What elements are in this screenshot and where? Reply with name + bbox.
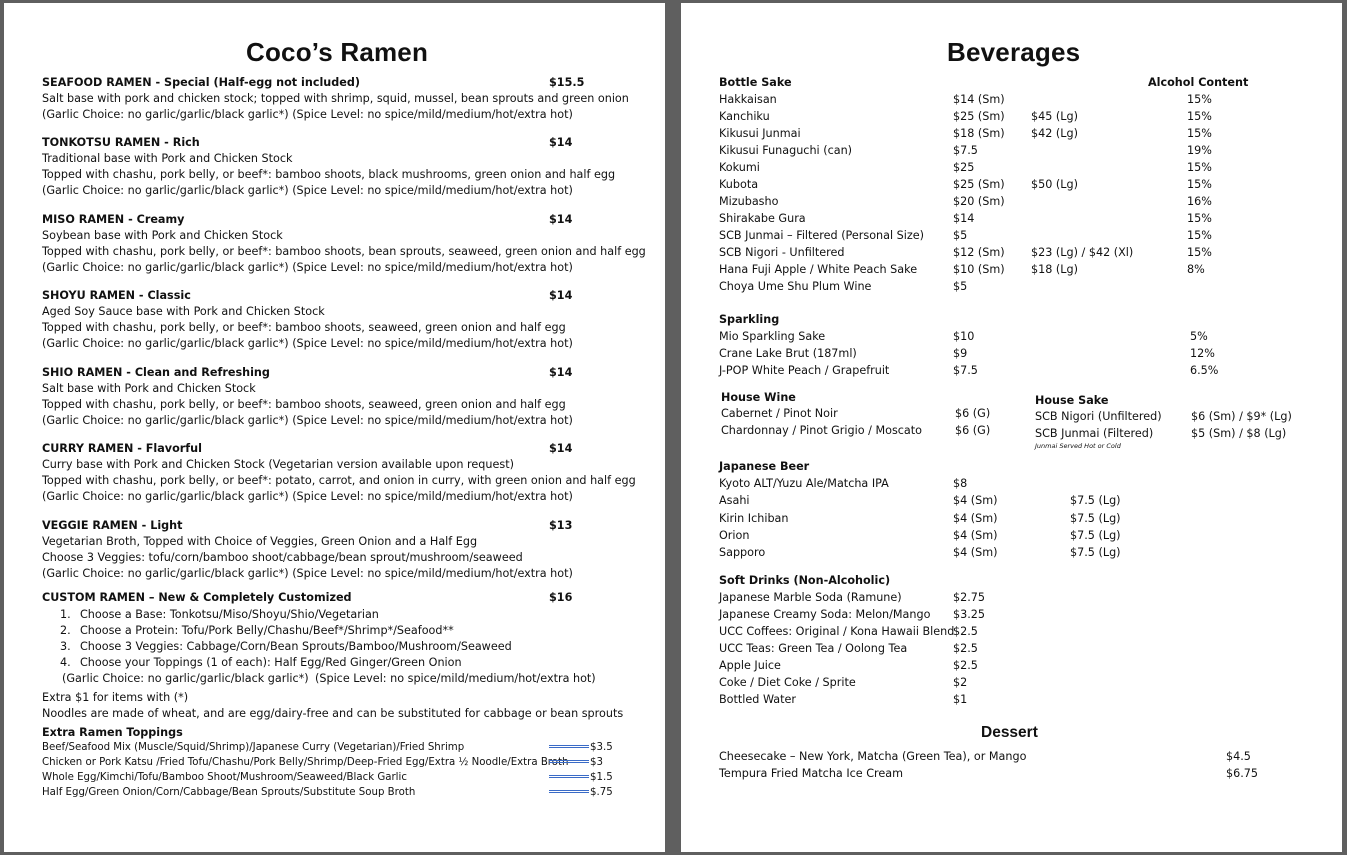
sake-price-large: $50 (Lg)	[1031, 178, 1078, 191]
sake-abv: 15%	[1187, 212, 1212, 225]
sake-name: Kubota	[719, 178, 759, 191]
house-sake-price: $6 (Sm) / $9* (Lg)	[1191, 410, 1292, 423]
ramen-menu-title: Coco’s Ramen	[246, 37, 429, 67]
extra-charge-note: Extra $1 for items with (*)	[42, 691, 189, 704]
ramen-item-description: Topped with chashu, pork belly, or beef*: bamboo shoots, black mushrooms, green onion and half egg	[42, 168, 616, 181]
sake-abv: 15%	[1187, 229, 1212, 242]
ramen-item-name: CURRY RAMEN	[42, 442, 134, 455]
sake-price-small: $18 (Sm)	[953, 127, 1005, 140]
topping-price: $1.5	[590, 772, 613, 783]
step-text: Choose your Toppings (1 of each): Half Egg/Red Ginger/Green Onion	[80, 656, 462, 669]
soft-drink-price: $2.5	[953, 659, 978, 672]
beer-price-small: $8	[953, 477, 968, 490]
sake-price-small: $14	[953, 212, 975, 225]
ramen-item-description: Topped with chashu, pork belly, or beef*: bamboo shoots, seaweed, green onion and half egg	[42, 398, 566, 411]
sake-price-large: $45 (Lg)	[1031, 110, 1078, 123]
sake-abv: 15%	[1187, 178, 1212, 191]
ramen-item-name: TONKOTSU RAMEN	[42, 136, 161, 149]
custom-spice-level: (Spice Level: no spice/mild/medium/hot/extra hot)	[315, 672, 596, 685]
beer-price-small: $4 (Sm)	[953, 511, 998, 525]
sake-name: Shirakabe Gura	[719, 212, 806, 225]
ramen-item-heading	[42, 213, 184, 227]
ramen-item-description: Topped with chashu, pork belly, or beef*: potato, carrot, and onion in curry, with green onion and half egg	[42, 474, 636, 487]
ramen-item-description: Aged Soy Sauce base with Pork and Chicken Stock	[42, 305, 325, 318]
custom-ramen-name: CUSTOM RAMEN	[42, 591, 145, 604]
house-sake-heading: House Sake	[1035, 394, 1109, 407]
custom-step	[60, 623, 454, 639]
ramen-item-description: (Garlic Choice: no garlic/garlic/black garlic*) (Spice Level: no spice/mild/medium/hot/extra hot)	[42, 337, 573, 350]
custom-garlic-choice: (Garlic Choice: no garlic/garlic/black garlic*)	[62, 672, 309, 685]
menu-page-beverages	[681, 3, 1342, 852]
ramen-item-description: (Garlic Choice: no garlic/garlic/black garlic*) (Spice Level: no spice/mild/medium/hot/extra hot)	[42, 108, 573, 121]
topping-item: Half Egg/Green Onion/Corn/Cabbage/Bean Sprouts/Substitute Soup Broth	[42, 787, 416, 798]
soft-drink-price: $2.5	[953, 642, 978, 655]
dessert-price: $6.75	[1226, 767, 1259, 780]
custom-step	[60, 607, 379, 623]
ramen-item-tagline: - Rich	[160, 136, 200, 149]
sake-price-small: $25 (Sm)	[953, 110, 1005, 123]
ramen-item-heading	[42, 76, 360, 90]
house-wine-price: $6 (G)	[955, 424, 991, 437]
custom-step	[60, 639, 512, 655]
ramen-item-description: (Garlic Choice: no garlic/garlic/black garlic*) (Spice Level: no spice/mild/medium/hot/extra hot)	[42, 567, 573, 580]
ramen-item-price: $14	[549, 442, 573, 455]
beer-name: Orion	[719, 528, 750, 542]
soft-drink-price: $3.25	[953, 608, 986, 621]
sake-abv: 15%	[1187, 161, 1212, 174]
beer-price-large: $7.5 (Lg)	[1070, 511, 1121, 525]
sake-price-large: $23 (Lg) / $42 (Xl)	[1031, 246, 1134, 259]
step-text: Choose a Protein: Tofu/Pork Belly/Chashu/Beef*/Shrimp*/Seafood**	[80, 624, 454, 637]
ramen-item-price: $14	[549, 366, 573, 379]
alcohol-content-heading: Alcohol Content	[1148, 76, 1249, 89]
beverages-title: Beverages	[947, 37, 1081, 67]
beer-price-small: $4 (Sm)	[953, 528, 998, 542]
ramen-item-name: MISO RAMEN	[42, 213, 125, 226]
topping-item: Chicken or Pork Katsu /Fried Tofu/Chashu/Pork Belly/Shrimp/Deep-Fried Egg/Extra ½ Noodle/Extra Broth	[42, 757, 569, 768]
soft-drink-name: Bottled Water	[719, 693, 797, 706]
ramen-item-description: Choose 3 Veggies: tofu/corn/bamboo shoot/cabbage/bean sprout/mushroom/seaweed	[42, 551, 523, 564]
topping-price: $3.5	[590, 742, 613, 753]
house-sake-price: $5 (Sm) / $8 (Lg)	[1191, 427, 1287, 440]
sake-name: Hana Fuji Apple / White Peach Sake	[719, 263, 918, 276]
dessert-name: Cheesecake – New York, Matcha (Green Tea), or Mango	[719, 750, 1027, 763]
beer-name: Sapporo	[719, 546, 766, 560]
ramen-item-price: $14	[549, 289, 573, 302]
sake-price-small: $14 (Sm)	[953, 93, 1005, 106]
menu-page-ramen	[4, 3, 665, 852]
ramen-item-description: Curry base with Pork and Chicken Stock (Vegetarian version available upon request)	[42, 458, 514, 471]
soft-drink-name: Japanese Creamy Soda: Melon/Mango	[719, 608, 931, 621]
step-text: Choose 3 Veggies: Cabbage/Corn/Bean Sprouts/Bamboo/Mushroom/Seaweed	[80, 640, 512, 653]
sake-abv: 8%	[1187, 263, 1205, 276]
step-number: 2.	[60, 624, 71, 637]
soft-drink-price: $2	[953, 676, 968, 689]
sparkling-name: Crane Lake Brut (187ml)	[719, 347, 857, 360]
sake-name: Kokumi	[719, 161, 760, 174]
dessert-name: Tempura Fried Matcha Ice Cream	[719, 767, 904, 780]
custom-ramen-price: $16	[549, 591, 573, 604]
sake-abv: 15%	[1187, 93, 1212, 106]
beer-price-small: $4 (Sm)	[953, 546, 998, 560]
sake-price-small: $5	[953, 229, 968, 242]
sparkling-name: Mio Sparkling Sake	[719, 330, 826, 343]
soft-drink-name: Japanese Marble Soda (Ramune)	[719, 591, 902, 604]
ramen-item-description: (Garlic Choice: no garlic/garlic/black garlic*) (Spice Level: no spice/mild/medium/hot/extra hot)	[42, 414, 573, 427]
ramen-item-price: $15.5	[549, 76, 585, 89]
sake-price-small: $5	[953, 280, 968, 293]
beer-price-large: $7.5 (Lg)	[1070, 494, 1121, 508]
sake-price-large: $18 (Lg)	[1031, 263, 1078, 276]
topping-price-wrap	[549, 787, 613, 798]
sake-price-small: $10 (Sm)	[953, 263, 1005, 276]
sake-abv: 19%	[1187, 144, 1212, 157]
house-wine-name: Cabernet / Pinot Noir	[721, 407, 838, 420]
sake-price-small: $12 (Sm)	[953, 246, 1005, 259]
sparkling-price: $7.5	[953, 364, 978, 377]
leader-line	[549, 775, 589, 778]
sake-abv: 15%	[1187, 110, 1212, 123]
beer-price-large: $7.5 (Lg)	[1070, 546, 1121, 560]
ramen-item-tagline: - Flavorful	[133, 442, 202, 455]
sparkling-abv: 6.5%	[1190, 364, 1219, 377]
topping-price-wrap	[549, 757, 603, 768]
step-number: 3.	[60, 640, 71, 653]
leader-line	[549, 760, 589, 763]
ramen-item-price: $13	[549, 519, 573, 532]
sake-name: Kanchiku	[719, 110, 770, 123]
beer-price-large: $7.5 (Lg)	[1070, 528, 1121, 542]
japanese-beer-heading: Japanese Beer	[719, 460, 810, 473]
ramen-item-description: Salt base with Pork and Chicken Stock	[42, 382, 256, 395]
step-number: 1.	[60, 608, 71, 621]
soft-drink-price: $2.75	[953, 591, 986, 604]
soft-drink-price: $2.5	[953, 625, 978, 638]
dessert-price: $4.5	[1226, 750, 1251, 763]
topping-price-wrap	[549, 772, 613, 783]
beer-name: Kyoto ALT/Yuzu Ale/Matcha IPA	[719, 477, 889, 490]
ramen-item-description: (Garlic Choice: no garlic/garlic/black garlic*) (Spice Level: no spice/mild/medium/hot/extra hot)	[42, 490, 573, 503]
ramen-item-heading	[42, 366, 270, 380]
ramen-item-description: Traditional base with Pork and Chicken Stock	[42, 152, 293, 165]
soft-drink-price: $1	[953, 693, 968, 706]
leader-line	[549, 790, 589, 793]
noodle-note: Noodles are made of wheat, and are egg/dairy-free and can be substituted for cabbage or bean sprouts	[42, 707, 624, 720]
ramen-item-description: Soybean base with Pork and Chicken Stock	[42, 229, 283, 242]
ramen-item-description: (Garlic Choice: no garlic/garlic/black garlic*) (Spice Level: no spice/mild/medium/hot/extra hot)	[42, 261, 573, 274]
step-number: 4.	[60, 656, 71, 669]
toppings-heading: Extra Ramen Toppings	[42, 726, 183, 739]
soft-drink-name: UCC Coffees: Original / Kona Hawaii Blend	[719, 625, 955, 638]
soft-drink-name: UCC Teas: Green Tea / Oolong Tea	[719, 642, 908, 655]
leader-line	[549, 745, 589, 748]
beer-price-small: $4 (Sm)	[953, 494, 998, 508]
ramen-item-name: VEGGIE RAMEN	[42, 519, 138, 532]
soft-drinks-heading: Soft Drinks (Non-Alcoholic)	[719, 574, 891, 587]
ramen-item-heading	[42, 442, 202, 456]
sake-abv: 15%	[1187, 127, 1212, 140]
ramen-item-tagline: - Clean and Refreshing	[122, 366, 270, 379]
topping-price: $3	[590, 757, 603, 768]
ramen-item-heading	[42, 289, 191, 303]
sake-price-small: $25 (Sm)	[953, 178, 1005, 191]
ramen-item-tagline: - Classic	[135, 289, 191, 302]
house-wine-price: $6 (G)	[955, 407, 991, 420]
ramen-item-tagline: - Special (Half-egg not included)	[151, 76, 360, 89]
dessert-heading: Dessert	[981, 724, 1038, 741]
sake-name: Mizubasho	[719, 195, 779, 208]
sake-price-small: $25	[953, 161, 975, 174]
ramen-item-description: Topped with chashu, pork belly, or beef*: bamboo shoots, bean sprouts, seaweed, green onion and half egg	[42, 245, 646, 258]
sparkling-price: $10	[953, 330, 975, 343]
house-wine-name: Chardonnay / Pinot Grigio / Moscato	[721, 424, 923, 437]
soft-drink-name: Apple Juice	[719, 659, 781, 672]
sake-abv: 16%	[1187, 195, 1212, 208]
ramen-item-price: $14	[549, 136, 573, 149]
ramen-item-description: (Garlic Choice: no garlic/garlic/black garlic*) (Spice Level: no spice/mild/medium/hot/extra hot)	[42, 184, 573, 197]
ramen-item-tagline: - Light	[137, 519, 183, 532]
sparkling-abv: 5%	[1190, 330, 1208, 343]
house-sake-note: Junmai Served Hot or Cold	[1035, 442, 1121, 450]
soft-drink-name: Coke / Diet Coke / Sprite	[719, 676, 856, 689]
sparkling-price: $9	[953, 347, 968, 360]
sake-name: Kikusui Funaguchi (can)	[719, 144, 853, 157]
topping-item: Beef/Seafood Mix (Muscle/Squid/Shrimp)/Japanese Curry (Vegetarian)/Fried Shrimp	[42, 742, 465, 753]
sake-name: SCB Nigori - Unfiltered	[719, 246, 845, 259]
sake-name: Choya Ume Shu Plum Wine	[719, 280, 872, 293]
ramen-item-heading	[42, 519, 183, 533]
sparkling-abv: 12%	[1190, 347, 1215, 360]
topping-price: $.75	[590, 787, 613, 798]
custom-ramen-heading	[42, 591, 352, 605]
sake-abv: 15%	[1187, 246, 1212, 259]
custom-step	[60, 655, 462, 671]
sake-name: SCB Junmai – Filtered (Personal Size)	[719, 229, 925, 242]
house-sake-name: SCB Nigori (Unfiltered)	[1035, 410, 1162, 423]
step-text: Choose a Base: Tonkotsu/Miso/Shoyu/Shio/Vegetarian	[80, 608, 379, 621]
ramen-item-tagline: - Creamy	[124, 213, 185, 226]
sake-price-large: $42 (Lg)	[1031, 127, 1078, 140]
beer-name: Kirin Ichiban	[719, 511, 789, 525]
ramen-item-name: SHOYU RAMEN	[42, 289, 136, 302]
custom-ramen-tagline: – New & Completely Customized	[144, 591, 352, 604]
sake-price-small: $7.5	[953, 144, 978, 157]
beer-name: Asahi	[719, 494, 750, 508]
sake-name: Kikusui Junmai	[719, 127, 801, 140]
ramen-item-description: Vegetarian Broth, Topped with Choice of Veggies, Green Onion and a Half Egg	[42, 535, 478, 548]
ramen-item-name: SEAFOOD RAMEN	[42, 76, 152, 89]
sparkling-name: J-POP White Peach / Grapefruit	[719, 364, 890, 377]
topping-item: Whole Egg/Kimchi/Tofu/Bamboo Shoot/Mushroom/Seaweed/Black Garlic	[42, 772, 407, 783]
sake-name: Hakkaisan	[719, 93, 777, 106]
ramen-item-heading	[42, 136, 200, 150]
ramen-item-description: Salt base with pork and chicken stock; topped with shrimp, squid, mussel, bean sprouts and green onion	[42, 92, 629, 105]
ramen-item-name: SHIO RAMEN	[42, 366, 123, 379]
sake-price-small: $20 (Sm)	[953, 195, 1005, 208]
house-wine-heading: House Wine	[721, 391, 796, 404]
ramen-item-price: $14	[549, 213, 573, 226]
ramen-item-description: Topped with chashu, pork belly, or beef*: bamboo shoots, seaweed, green onion and half egg	[42, 321, 566, 334]
bottle-sake-heading: Bottle Sake	[719, 76, 792, 89]
sparkling-heading: Sparkling	[719, 313, 780, 326]
house-sake-name: SCB Junmai (Filtered)	[1035, 427, 1154, 440]
topping-price-wrap	[549, 742, 613, 753]
